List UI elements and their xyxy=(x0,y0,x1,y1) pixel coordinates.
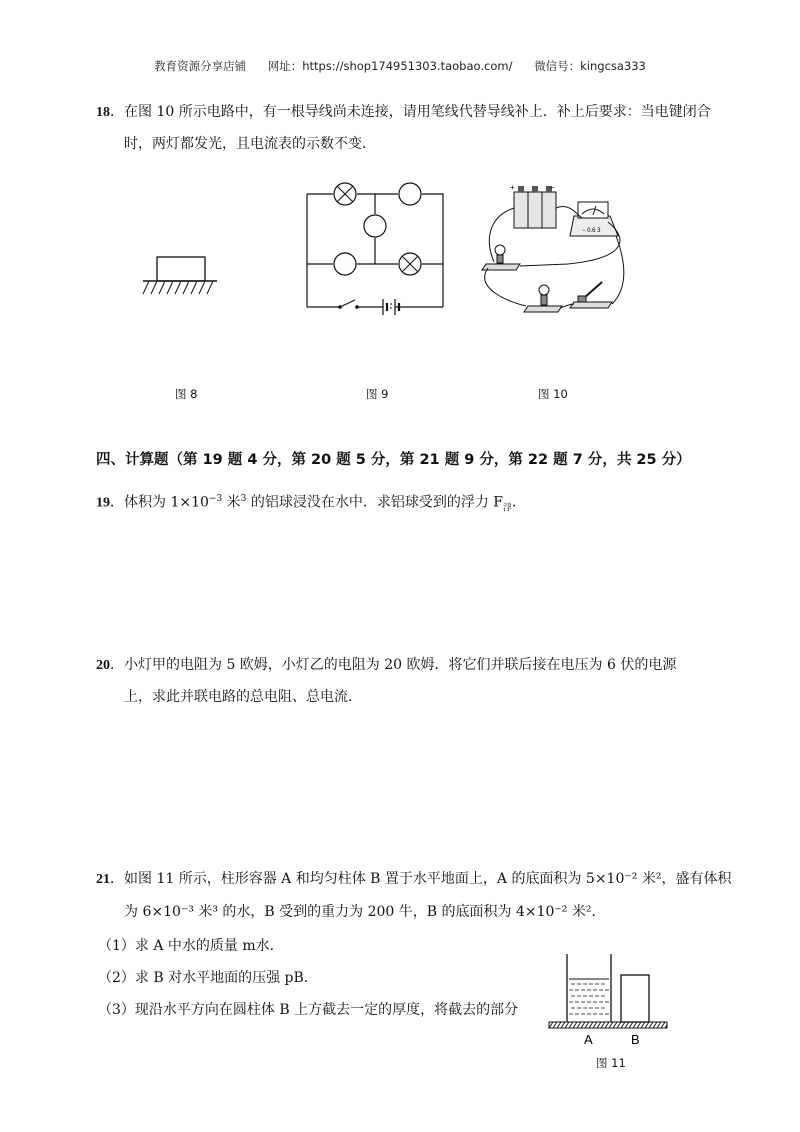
figure-8-caption: 图 8 xyxy=(175,387,198,401)
q19-end: ． xyxy=(512,494,527,511)
question-21-part1: （1）求 A 中水的质量 m水． xyxy=(98,938,284,954)
page-header xyxy=(0,58,800,74)
figure-11-label-b: B xyxy=(631,1032,640,1047)
header-wechat: 微信号：kingcsa333 xyxy=(534,59,646,73)
q20-line1: 小灯甲的电阻为 5 欧姆，小灯乙的电阻为 20 欧姆．将它们并联后接在电压为 6 伏的电源 xyxy=(124,657,677,673)
question-18-line2: 时，两灯都发光，且电流表的示数不变． xyxy=(124,136,376,152)
figure-10-physical-circuit xyxy=(478,178,638,323)
question-20: 20．小灯甲的电阻为 5 欧姆，小灯乙的电阻为 20 欧姆．将它们并联后接在电压为 6 伏的电源 xyxy=(96,657,677,673)
question-number: 21 xyxy=(96,872,110,887)
question-21: 21．如图 11 所示，柱形容器 A 和均匀柱体 B 置于水平地面上，A 的底面积为 5×10⁻² 米²，盛有体积 xyxy=(96,871,732,887)
q19-exp2: 3 xyxy=(240,494,247,504)
q19-text-a: 体积为 1×10 xyxy=(124,494,209,511)
question-number: 20 xyxy=(96,658,110,673)
figure-11-caption: 图 11 xyxy=(596,1056,626,1070)
section-4-title: 四、计算题（第 19 题 4 分，第 20 题 5 分，第 21 题 9 分，第 22 题 7 分，共 25 分） xyxy=(96,452,691,468)
question-number: 18 xyxy=(96,105,110,120)
question-text-line1: 在图 10 所示电路中，有一根导线尚未连接，请用笔线代替导线补上．补上后要求：当电键闭合 xyxy=(124,104,711,120)
svg-text:−: − xyxy=(550,183,555,192)
question-20-line2: 上，求此并联电路的总电阻、总电流． xyxy=(124,689,362,705)
header-url[interactable]: 网址：https://shop174951303.taobao.com/ xyxy=(267,59,513,73)
q19-text-b: 米 xyxy=(222,494,241,511)
figure-9-circuit-diagram xyxy=(295,172,455,322)
header-shop: 教育资源分享店铺 xyxy=(154,59,247,73)
q19-sub: 浮 xyxy=(503,503,513,514)
question-19: 19．体积为 $1\times 10^{-3}$ 米$^3$ 的铝球浸没在水中．求铝球受到的浮力 $F_浮$． xyxy=(96,494,527,514)
figure-8-block-on-ground xyxy=(135,250,235,300)
svg-text:− 0.6 3: − 0.6 3 xyxy=(582,228,601,234)
figure-9-caption: 图 9 xyxy=(366,387,389,401)
question-21-line2: 为 6×10⁻³ 米³ 的水，B 受到的重力为 200 牛，B 的底面积为 4×10⁻² 米²． xyxy=(124,904,606,920)
figure-11-label-a: A xyxy=(584,1032,593,1047)
q19-exp: −3 xyxy=(208,494,223,504)
q21-line1: 如图 11 所示，柱形容器 A 和均匀柱体 B 置于水平地面上，A 的底面积为 5×10⁻² 米²，盛有体积 xyxy=(124,871,732,887)
question-18: 18．在图 10 所示电路中，有一根导线尚未连接，请用笔线代替导线补上．补上后要求：当电键闭合 xyxy=(96,104,711,120)
figure-10-caption: 图 10 xyxy=(538,387,568,401)
question-21-part2: （2）求 B 对水平地面的压强 pB． xyxy=(98,970,318,986)
q19-text-c: 的铝球浸没在水中．求铝球受到的浮力 F xyxy=(246,494,503,511)
figure-11-containers xyxy=(545,950,675,1050)
question-21-part3: （3）现沿水平方向在圆柱体 B 上方截去一定的厚度，将截去的部分 xyxy=(98,1002,519,1018)
question-number: 19 xyxy=(96,495,110,511)
svg-text:+: + xyxy=(510,183,515,192)
